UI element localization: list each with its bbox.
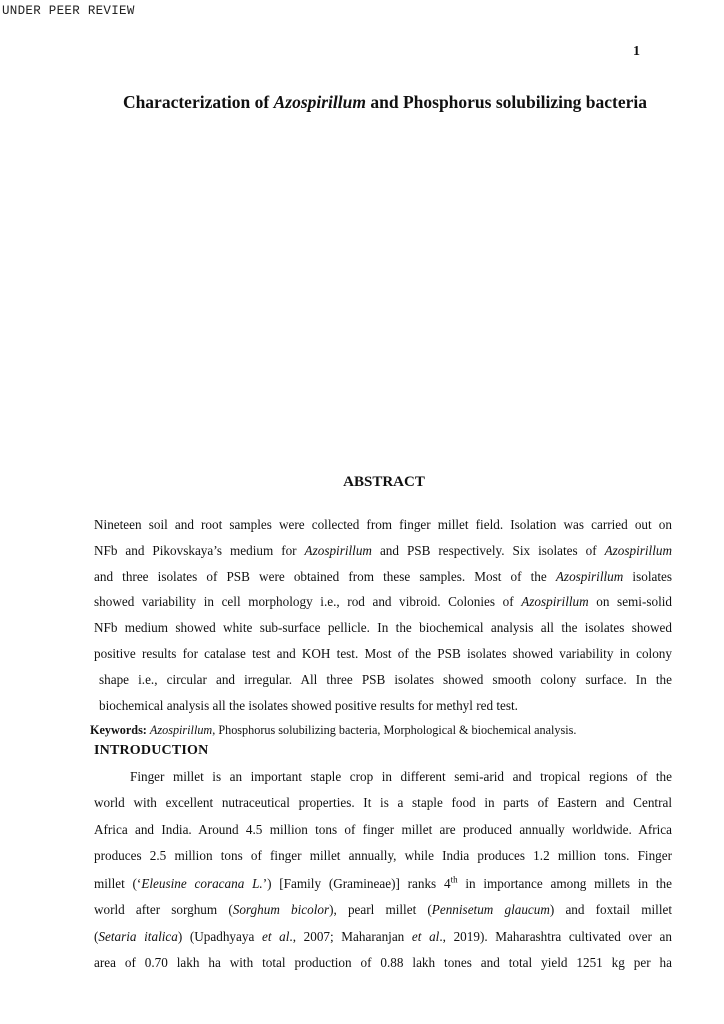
- text: Finger millet is an important staple crop in different semi-arid and tropical regions of the: [130, 769, 672, 784]
- text: ), pearl millet (: [329, 902, 432, 918]
- italic-term: Setaria italica: [98, 928, 178, 944]
- intro-line: [94, 950, 672, 976]
- text: millet (‘: [94, 876, 142, 892]
- text: and three isolates of PSB were obtained from these samples. Most of the: [94, 568, 556, 584]
- introduction-body: [94, 764, 672, 976]
- text: area of 0.70 lakh ha with total production of 0.88 lakh tones and total yield 1251 kg per ha: [94, 955, 672, 971]
- intro-line: [94, 924, 672, 950]
- italic-term: Pennisetum glaucum: [431, 902, 550, 918]
- abstract-line: [94, 615, 672, 641]
- text: isolates: [623, 568, 672, 584]
- page-number: 1: [633, 44, 640, 59]
- title-part-1: Characterization of: [122, 92, 274, 112]
- text: world with excellent nutraceutical properties. It is a staple food in parts of Eastern and Central: [94, 795, 672, 811]
- intro-line: [94, 790, 672, 816]
- italic-term: et al: [411, 928, 440, 944]
- text: produces 2.5 million tons of finger millet annually, while India produces 1.2 million tons. Finger: [94, 847, 672, 863]
- italic-term: Azospirillum: [555, 568, 624, 584]
- italic-term: Azospirillum: [604, 542, 672, 558]
- intro-line: [94, 764, 672, 790]
- text: ., 2019). Maharashtra cultivated over an: [439, 928, 672, 944]
- keywords: [90, 721, 690, 739]
- abstract-line: [94, 641, 672, 667]
- abstract-line: [94, 512, 672, 538]
- italic-term: Azospirillum: [304, 542, 372, 558]
- abstract-line: [94, 538, 672, 564]
- text: ’) [Family (Gramineae)] ranks 4: [262, 876, 451, 892]
- paper-title: [110, 90, 660, 114]
- italic-term: Azospirillum: [521, 594, 589, 610]
- abstract-line: [94, 667, 672, 693]
- text: ., 2007; Maharanjan: [289, 928, 412, 944]
- text: NFb medium showed white sub-surface pellicle. In the biochemical analysis all the isolates showed: [94, 620, 672, 636]
- superscript: th: [450, 874, 458, 885]
- keywords-label: Keywords:: [90, 723, 147, 737]
- italic-term: Sorghum bicolor: [232, 902, 330, 918]
- text: (: [94, 928, 99, 944]
- title-organism: Azospirillum: [273, 92, 366, 112]
- text: biochemical analysis all the isolates showed positive results for methyl red test.: [99, 697, 518, 713]
- text: and PSB respectively. Six isolates of: [371, 542, 605, 558]
- text: ) and foxtail millet: [549, 902, 673, 918]
- text: in importance among millets in the: [457, 876, 672, 892]
- text: positive results for catalase test and KOH test. Most of the PSB isolates showed variability in colony: [94, 645, 672, 661]
- text: on semi-solid: [588, 594, 673, 610]
- text: world after sorghum (: [94, 902, 233, 918]
- text: ) (Upadhyaya: [177, 928, 262, 944]
- title-part-2: and Phosphorus solubilizing bacteria: [366, 92, 648, 112]
- italic-term: et al: [261, 928, 290, 944]
- text: NFb and Pikovskaya’s medium for: [94, 542, 305, 558]
- text: shape i.e., circular and irregular. All three PSB isolates showed smooth colony surface. In the: [99, 671, 672, 687]
- abstract-heading: ABSTRACT: [343, 474, 425, 490]
- abstract-line: [94, 564, 672, 590]
- introduction-heading: INTRODUCTION: [94, 743, 209, 758]
- abstract-line: [94, 589, 672, 615]
- intro-line: [94, 817, 672, 843]
- intro-line: [94, 843, 672, 869]
- abstract-body: [94, 512, 672, 718]
- intro-line: [94, 897, 672, 923]
- abstract-line: [94, 693, 672, 719]
- text: showed variability in cell morphology i.e., rod and vibroid. Colonies of: [94, 594, 522, 610]
- text: Nineteen soil and root samples were collected from finger millet field. Isolation was carried out on: [94, 517, 672, 532]
- text: Africa and India. Around 4.5 million tons of finger millet are produced annually worldwide. Africa: [94, 821, 672, 837]
- intro-line: [94, 869, 672, 897]
- keywords-rest: , Phosphorus solubilizing bacteria, Morphological & biochemical analysis.: [212, 723, 577, 737]
- italic-term: Eleusine coracana L.: [141, 876, 263, 892]
- review-watermark: UNDER PEER REVIEW: [2, 4, 135, 18]
- keyword-organism: Azospirillum: [149, 723, 213, 737]
